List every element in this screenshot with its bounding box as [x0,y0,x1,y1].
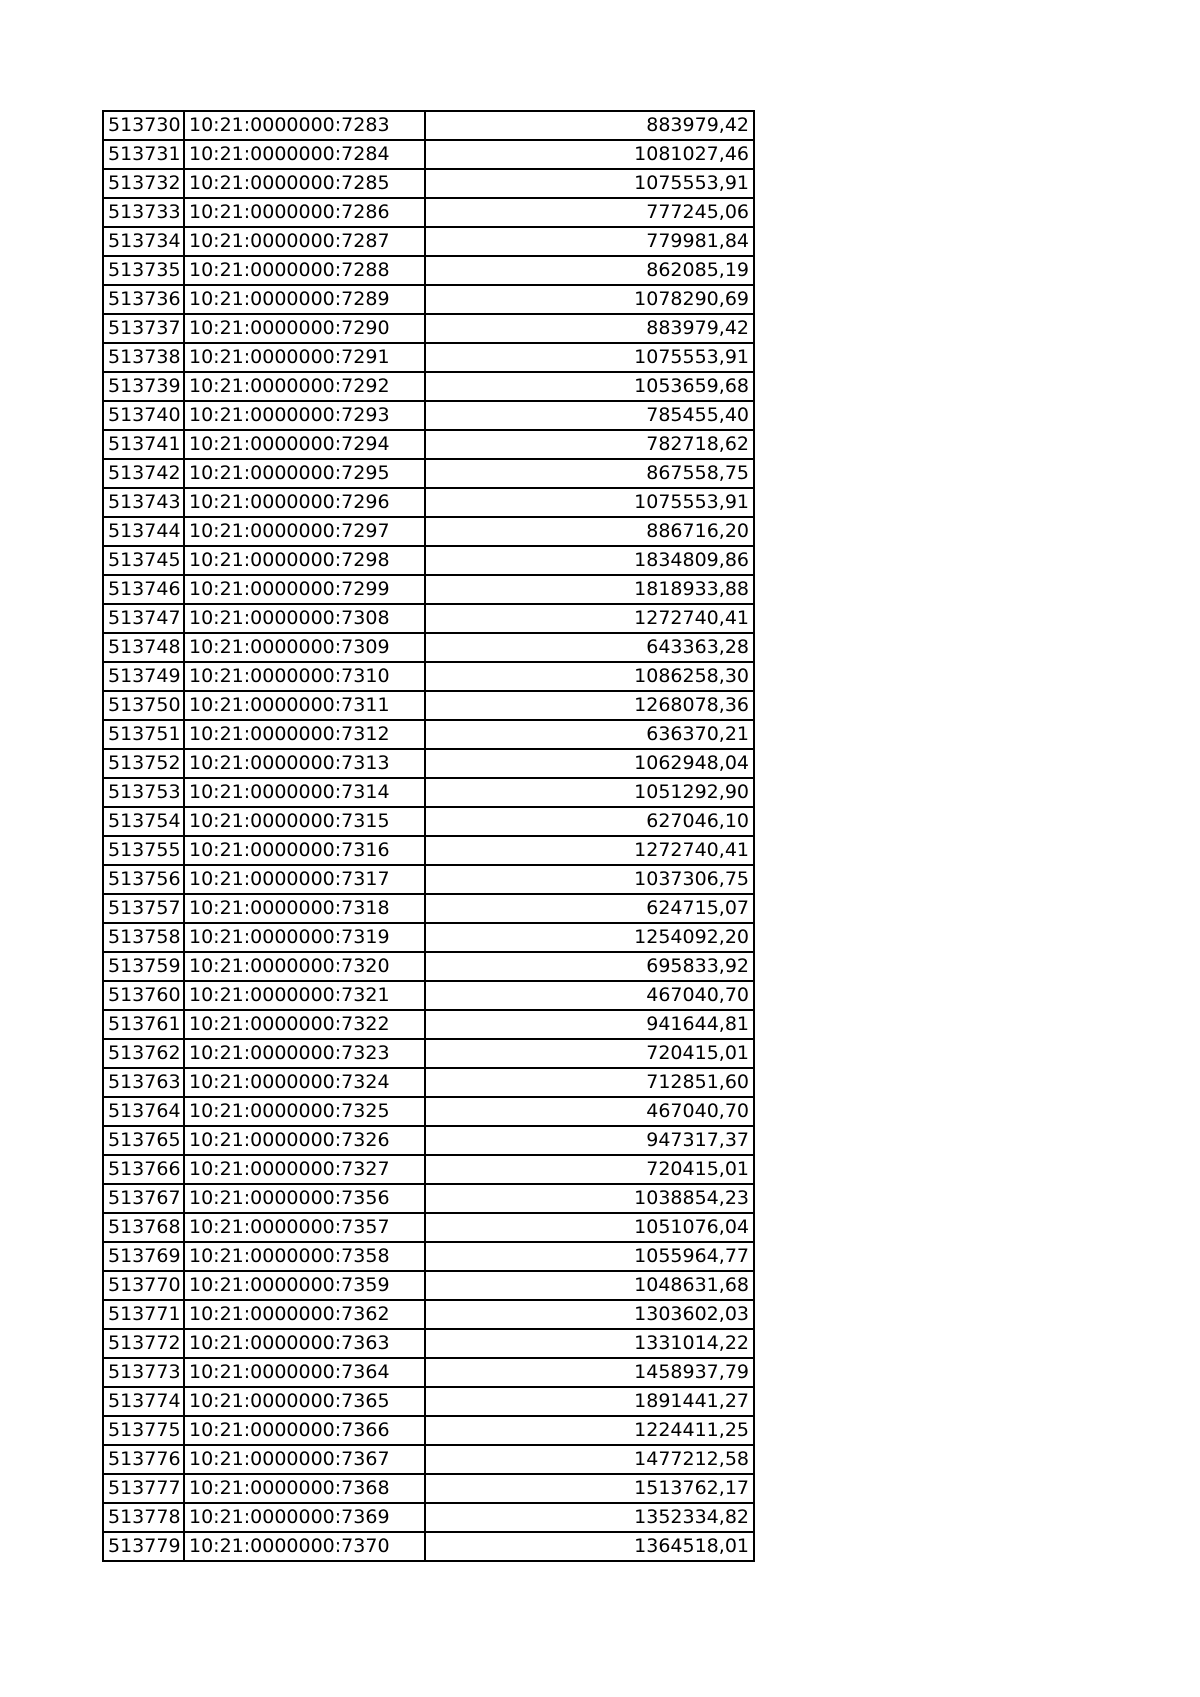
table-row [103,1474,754,1503]
amount-cell: 777245,06 [425,198,754,227]
cadastral-code-cell: 10:21:0000000:7322 [184,1010,425,1039]
table-row [103,865,754,894]
cadastral-code-cell: 10:21:0000000:7283 [184,111,425,140]
row-number-cell: 513779 [103,1532,184,1561]
table-row [103,1010,754,1039]
cadastral-code-cell: 10:21:0000000:7314 [184,778,425,807]
amount-cell: 1364518,01 [425,1532,754,1561]
data-table [102,110,755,1562]
table-row [103,1503,754,1532]
amount-cell: 1818933,88 [425,575,754,604]
row-number-cell: 513773 [103,1358,184,1387]
row-number-cell: 513754 [103,807,184,836]
table-row [103,662,754,691]
cadastral-code-cell: 10:21:0000000:7366 [184,1416,425,1445]
table-row [103,1126,754,1155]
table-row [103,1068,754,1097]
cadastral-code-cell: 10:21:0000000:7323 [184,1039,425,1068]
table-row [103,604,754,633]
cadastral-code-cell: 10:21:0000000:7284 [184,140,425,169]
row-number-cell: 513758 [103,923,184,952]
cadastral-code-cell: 10:21:0000000:7291 [184,343,425,372]
cadastral-code-cell: 10:21:0000000:7318 [184,894,425,923]
table-row [103,372,754,401]
amount-cell: 883979,42 [425,111,754,140]
row-number-cell: 513755 [103,836,184,865]
row-number-cell: 513747 [103,604,184,633]
table-row [103,633,754,662]
table-row [103,401,754,430]
row-number-cell: 513778 [103,1503,184,1532]
row-number-cell: 513734 [103,227,184,256]
amount-cell: 862085,19 [425,256,754,285]
cadastral-code-cell: 10:21:0000000:7298 [184,546,425,575]
cadastral-code-cell: 10:21:0000000:7289 [184,285,425,314]
amount-cell: 1272740,41 [425,836,754,865]
row-number-cell: 513748 [103,633,184,662]
cadastral-code-cell: 10:21:0000000:7287 [184,227,425,256]
cadastral-code-cell: 10:21:0000000:7309 [184,633,425,662]
row-number-cell: 513752 [103,749,184,778]
row-number-cell: 513738 [103,343,184,372]
amount-cell: 1051076,04 [425,1213,754,1242]
cadastral-code-cell: 10:21:0000000:7324 [184,1068,425,1097]
amount-cell: 1048631,68 [425,1271,754,1300]
amount-cell: 1075553,91 [425,488,754,517]
table-row [103,517,754,546]
amount-cell: 1086258,30 [425,662,754,691]
row-number-cell: 513757 [103,894,184,923]
row-number-cell: 513766 [103,1155,184,1184]
cadastral-code-cell: 10:21:0000000:7285 [184,169,425,198]
cadastral-code-cell: 10:21:0000000:7368 [184,1474,425,1503]
amount-cell: 1834809,86 [425,546,754,575]
amount-cell: 643363,28 [425,633,754,662]
row-number-cell: 513774 [103,1387,184,1416]
amount-cell: 1268078,36 [425,691,754,720]
row-number-cell: 513767 [103,1184,184,1213]
table-row [103,1358,754,1387]
cadastral-code-cell: 10:21:0000000:7308 [184,604,425,633]
amount-cell: 941644,81 [425,1010,754,1039]
row-number-cell: 513749 [103,662,184,691]
table-row [103,1445,754,1474]
amount-cell: 1891441,27 [425,1387,754,1416]
row-number-cell: 513737 [103,314,184,343]
amount-cell: 1038854,23 [425,1184,754,1213]
cadastral-code-cell: 10:21:0000000:7290 [184,314,425,343]
table-row [103,1387,754,1416]
table-row [103,1329,754,1358]
amount-cell: 1075553,91 [425,169,754,198]
amount-cell: 779981,84 [425,227,754,256]
amount-cell: 624715,07 [425,894,754,923]
table-row [103,169,754,198]
cadastral-code-cell: 10:21:0000000:7363 [184,1329,425,1358]
amount-cell: 636370,21 [425,720,754,749]
cadastral-code-cell: 10:21:0000000:7317 [184,865,425,894]
row-number-cell: 513753 [103,778,184,807]
amount-cell: 1477212,58 [425,1445,754,1474]
table-row [103,198,754,227]
row-number-cell: 513733 [103,198,184,227]
table-row [103,749,754,778]
cadastral-code-cell: 10:21:0000000:7295 [184,459,425,488]
cadastral-code-cell: 10:21:0000000:7365 [184,1387,425,1416]
table-row [103,720,754,749]
table-row [103,314,754,343]
amount-cell: 1254092,20 [425,923,754,952]
table-row [103,923,754,952]
table-row [103,691,754,720]
amount-cell: 867558,75 [425,459,754,488]
cadastral-code-cell: 10:21:0000000:7297 [184,517,425,546]
row-number-cell: 513765 [103,1126,184,1155]
amount-cell: 886716,20 [425,517,754,546]
cadastral-code-cell: 10:21:0000000:7296 [184,488,425,517]
table-row [103,430,754,459]
row-number-cell: 513731 [103,140,184,169]
table-row [103,1532,754,1561]
cadastral-code-cell: 10:21:0000000:7315 [184,807,425,836]
row-number-cell: 513761 [103,1010,184,1039]
amount-cell: 1051292,90 [425,778,754,807]
amount-cell: 1331014,22 [425,1329,754,1358]
table-row [103,227,754,256]
cadastral-code-cell: 10:21:0000000:7299 [184,575,425,604]
row-number-cell: 513746 [103,575,184,604]
table-row [103,1300,754,1329]
cadastral-code-cell: 10:21:0000000:7293 [184,401,425,430]
amount-cell: 1352334,82 [425,1503,754,1532]
amount-cell: 1078290,69 [425,285,754,314]
table-row [103,1416,754,1445]
table-row [103,285,754,314]
table-row [103,1213,754,1242]
table-body [103,111,754,1561]
table-row [103,1184,754,1213]
amount-cell: 1272740,41 [425,604,754,633]
amount-cell: 1053659,68 [425,372,754,401]
cadastral-code-cell: 10:21:0000000:7357 [184,1213,425,1242]
amount-cell: 785455,40 [425,401,754,430]
amount-cell: 782718,62 [425,430,754,459]
amount-cell: 1458937,79 [425,1358,754,1387]
row-number-cell: 513764 [103,1097,184,1126]
row-number-cell: 513750 [103,691,184,720]
row-number-cell: 513776 [103,1445,184,1474]
row-number-cell: 513775 [103,1416,184,1445]
amount-cell: 720415,01 [425,1039,754,1068]
cadastral-code-cell: 10:21:0000000:7310 [184,662,425,691]
amount-cell: 467040,70 [425,981,754,1010]
amount-cell: 1513762,17 [425,1474,754,1503]
row-number-cell: 513745 [103,546,184,575]
table-row [103,488,754,517]
amount-cell: 1055964,77 [425,1242,754,1271]
table-row [103,546,754,575]
row-number-cell: 513739 [103,372,184,401]
table-row [103,1271,754,1300]
cadastral-code-cell: 10:21:0000000:7326 [184,1126,425,1155]
amount-cell: 1303602,03 [425,1300,754,1329]
cadastral-code-cell: 10:21:0000000:7288 [184,256,425,285]
table-row [103,256,754,285]
table-row [103,836,754,865]
cadastral-code-cell: 10:21:0000000:7286 [184,198,425,227]
row-number-cell: 513744 [103,517,184,546]
table-row [103,140,754,169]
cadastral-code-cell: 10:21:0000000:7316 [184,836,425,865]
cadastral-code-cell: 10:21:0000000:7367 [184,1445,425,1474]
amount-cell: 712851,60 [425,1068,754,1097]
table-row [103,1097,754,1126]
row-number-cell: 513735 [103,256,184,285]
cadastral-code-cell: 10:21:0000000:7321 [184,981,425,1010]
table-row [103,1039,754,1068]
table-row [103,894,754,923]
amount-cell: 1224411,25 [425,1416,754,1445]
cadastral-code-cell: 10:21:0000000:7327 [184,1155,425,1184]
amount-cell: 947317,37 [425,1126,754,1155]
amount-cell: 1037306,75 [425,865,754,894]
row-number-cell: 513769 [103,1242,184,1271]
table-row [103,575,754,604]
row-number-cell: 513759 [103,952,184,981]
cadastral-code-cell: 10:21:0000000:7364 [184,1358,425,1387]
table-row [103,111,754,140]
amount-cell: 1081027,46 [425,140,754,169]
table-row [103,343,754,372]
cadastral-code-cell: 10:21:0000000:7294 [184,430,425,459]
cadastral-code-cell: 10:21:0000000:7370 [184,1532,425,1561]
cadastral-code-cell: 10:21:0000000:7312 [184,720,425,749]
table-row [103,1155,754,1184]
cadastral-code-cell: 10:21:0000000:7356 [184,1184,425,1213]
cadastral-code-cell: 10:21:0000000:7362 [184,1300,425,1329]
cadastral-code-cell: 10:21:0000000:7359 [184,1271,425,1300]
amount-cell: 467040,70 [425,1097,754,1126]
cadastral-code-cell: 10:21:0000000:7358 [184,1242,425,1271]
amount-cell: 883979,42 [425,314,754,343]
row-number-cell: 513768 [103,1213,184,1242]
amount-cell: 1062948,04 [425,749,754,778]
row-number-cell: 513772 [103,1329,184,1358]
cadastral-code-cell: 10:21:0000000:7319 [184,923,425,952]
table-row [103,807,754,836]
row-number-cell: 513736 [103,285,184,314]
cadastral-code-cell: 10:21:0000000:7313 [184,749,425,778]
cadastral-code-cell: 10:21:0000000:7369 [184,1503,425,1532]
row-number-cell: 513742 [103,459,184,488]
row-number-cell: 513732 [103,169,184,198]
cadastral-code-cell: 10:21:0000000:7292 [184,372,425,401]
row-number-cell: 513770 [103,1271,184,1300]
table-row [103,1242,754,1271]
row-number-cell: 513730 [103,111,184,140]
row-number-cell: 513740 [103,401,184,430]
row-number-cell: 513756 [103,865,184,894]
table-row [103,459,754,488]
table-row [103,778,754,807]
amount-cell: 1075553,91 [425,343,754,372]
table-row [103,952,754,981]
row-number-cell: 513751 [103,720,184,749]
table-row [103,981,754,1010]
cadastral-code-cell: 10:21:0000000:7320 [184,952,425,981]
amount-cell: 695833,92 [425,952,754,981]
amount-cell: 720415,01 [425,1155,754,1184]
row-number-cell: 513763 [103,1068,184,1097]
amount-cell: 627046,10 [425,807,754,836]
row-number-cell: 513760 [103,981,184,1010]
row-number-cell: 513777 [103,1474,184,1503]
row-number-cell: 513741 [103,430,184,459]
cadastral-code-cell: 10:21:0000000:7325 [184,1097,425,1126]
row-number-cell: 513762 [103,1039,184,1068]
cadastral-code-cell: 10:21:0000000:7311 [184,691,425,720]
row-number-cell: 513743 [103,488,184,517]
row-number-cell: 513771 [103,1300,184,1329]
